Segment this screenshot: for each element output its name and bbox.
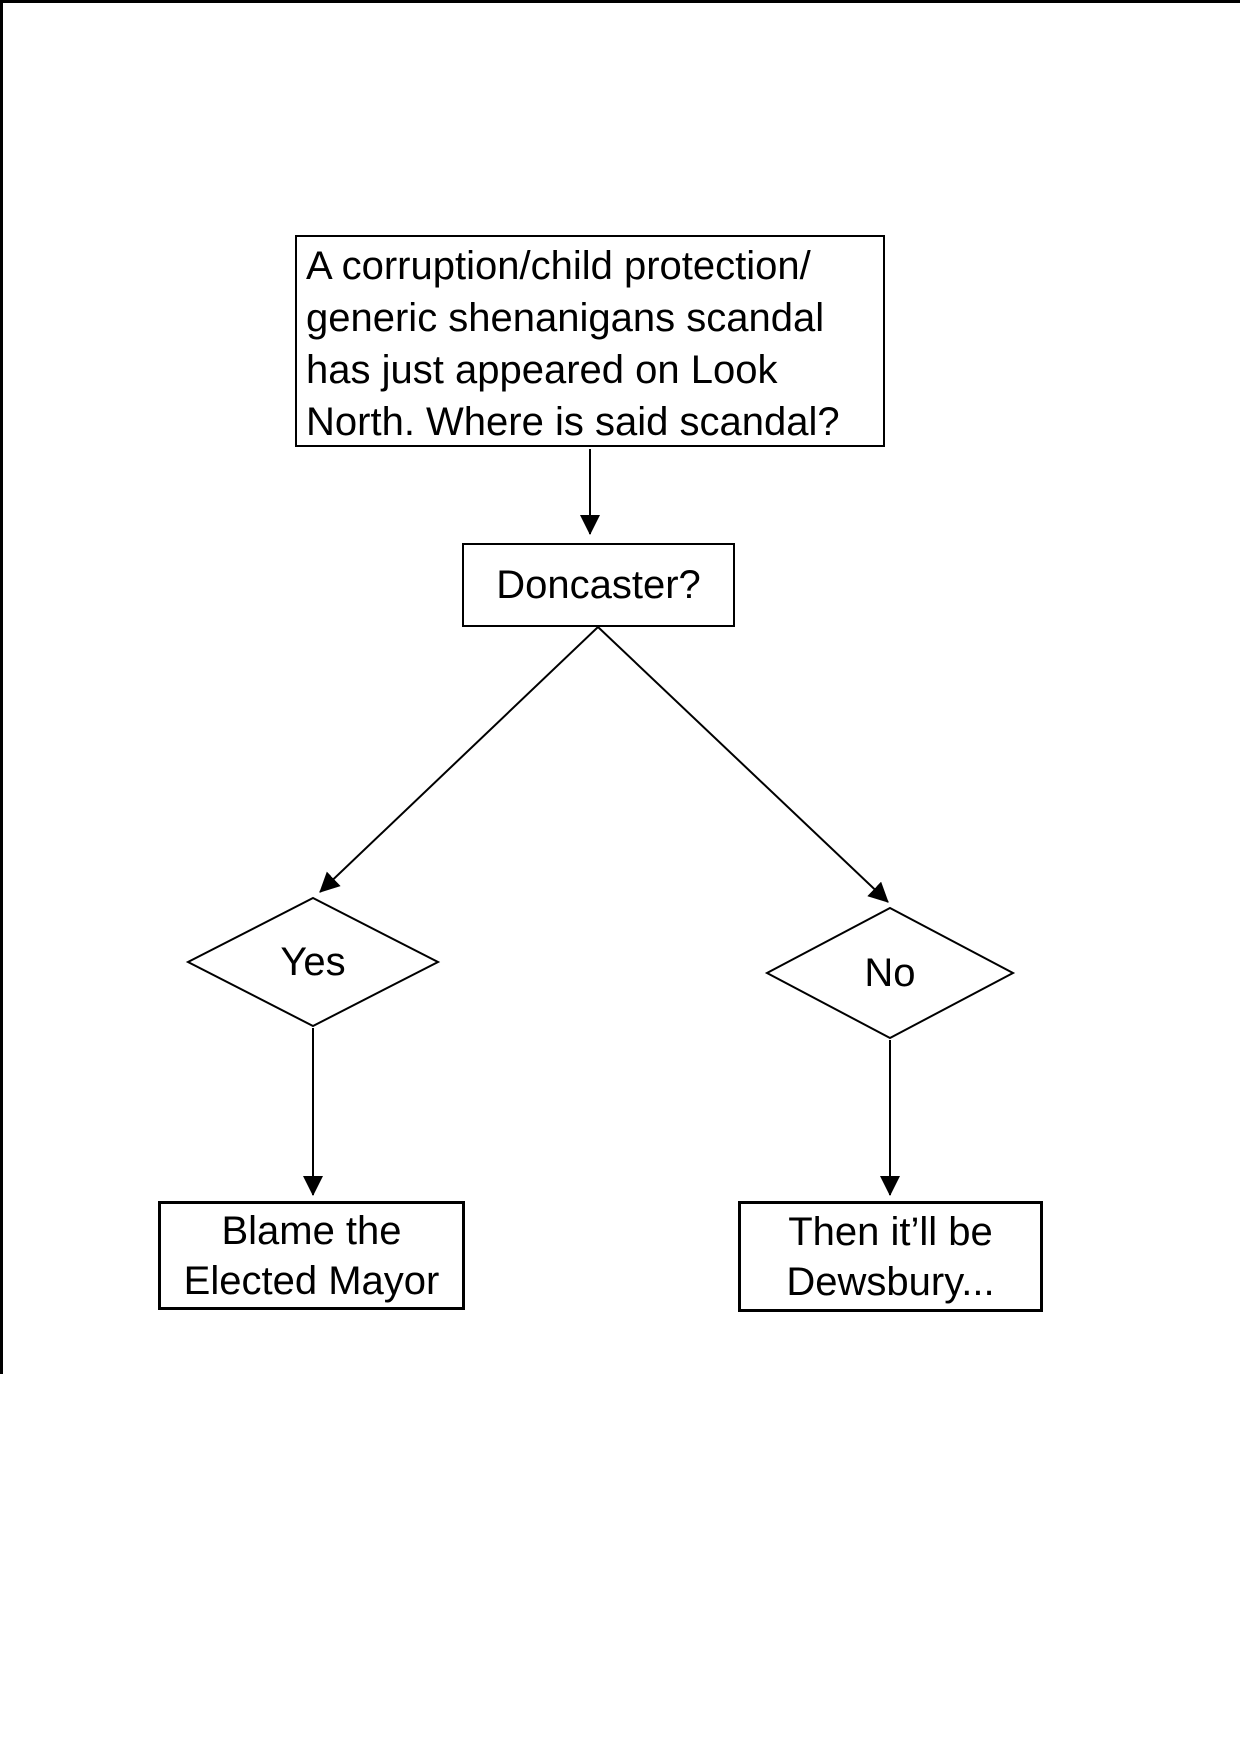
diamond-yes-label <box>188 898 438 1026</box>
no-label: No <box>864 950 916 995</box>
start-line-2: generic shenanigans scandal <box>306 296 825 340</box>
node-outcome-yes <box>158 1201 465 1310</box>
yes-label: Yes <box>280 939 346 984</box>
node-question <box>462 543 735 627</box>
start-line-4: North. Where is said scandal? <box>306 400 840 444</box>
outcome-no-line-1: Then it’ll be <box>788 1209 993 1254</box>
node-start <box>295 235 885 447</box>
outcome-yes-line-2: Elected Mayor <box>183 1258 440 1303</box>
question-label: Doncaster? <box>496 562 701 607</box>
outcome-no-line-2: Dewsbury... <box>786 1259 995 1304</box>
start-line-1: A corruption/child protection/ <box>306 244 811 288</box>
start-line-3: has just appeared on Look <box>306 348 778 392</box>
arrow-question-to-yes <box>320 627 598 892</box>
node-outcome-no <box>738 1201 1043 1312</box>
arrow-question-to-no <box>598 627 888 902</box>
diamond-no-label <box>767 908 1013 1038</box>
outcome-yes-line-1: Blame the <box>221 1208 402 1253</box>
